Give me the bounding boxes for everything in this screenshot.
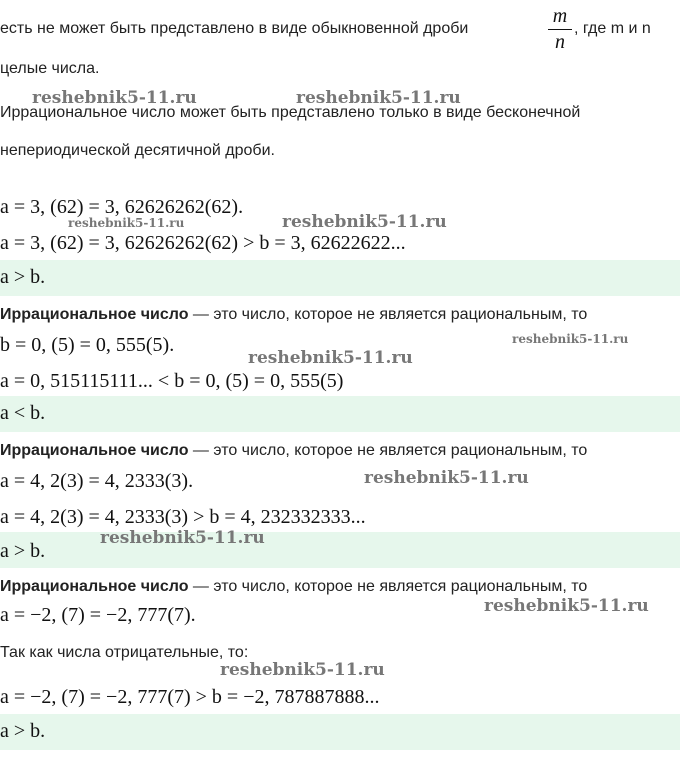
fraction-denominator: n (555, 31, 565, 53)
intro-line-1-tail (574, 20, 651, 38)
section-2-def-rest: — это число, которое не является рациональным, то (188, 306, 588, 323)
section-4-def-bold: Иррациональное число (0, 578, 189, 595)
section-2-result-highlight (0, 396, 680, 432)
fraction-m-over-n (548, 6, 572, 52)
section-2-result: a < b. (0, 402, 46, 424)
watermark: reshebnik5-11.ru (68, 216, 185, 230)
watermark: reshebnik5-11.ru (248, 348, 413, 368)
watermark: reshebnik5-11.ru (364, 468, 529, 488)
section-2-def-bold: Иррациональное число (0, 306, 189, 323)
watermark: reshebnik5-11.ru (220, 660, 385, 680)
section-4-eq2: a = −2, (7) = −2, 777(7) > b = −2, 787887888... (0, 686, 380, 708)
section-4-def-rest: — это число, которое не является рациональным, то (188, 578, 588, 595)
section-2-eq1: b = 0, (5) = 0, 555(5). (0, 334, 175, 356)
watermark: reshebnik5-11.ru (282, 212, 447, 232)
section-4-note: Так как числа отрицательные, то: (0, 644, 249, 661)
intro-line-1-tail-text: , где m и n (574, 20, 651, 37)
watermark: reshebnik5-11.ru (484, 596, 649, 616)
section-3-result: a > b. (0, 540, 46, 562)
intro-line-1 (0, 20, 468, 38)
section-3-def-bold: Иррациональное число (0, 442, 189, 459)
section-4-result-highlight (0, 714, 680, 750)
section-1-result: a > b. (0, 266, 46, 288)
watermark: reshebnik5-11.ru (512, 332, 629, 346)
section-1-eq2: a = 3, (62) = 3, 62626262(62) > b = 3, 62622622... (0, 232, 406, 254)
section-3-definition (0, 442, 587, 460)
intro-line-3: Иррациональное число может быть представлено только в виде бесконечной (0, 104, 581, 121)
cropped-top-line (0, 0, 680, 4)
section-3-def-rest: — это число, которое не является рациональным, то (188, 442, 588, 459)
section-1-eq1: a = 3, (62) = 3, 62626262(62). (0, 196, 244, 218)
section-3-eq1: a = 4, 2(3) = 4, 2333(3). (0, 470, 194, 492)
fraction-numerator: m (552, 5, 568, 27)
section-1-result-highlight (0, 260, 680, 296)
intro-line-4: непериодической десятичной дроби. (0, 142, 275, 159)
section-4-result: a > b. (0, 720, 46, 742)
section-4-eq1: a = −2, (7) = −2, 777(7). (0, 604, 196, 626)
watermark: reshebnik5-11.ru (100, 528, 265, 548)
section-4-definition (0, 578, 587, 596)
watermark: reshebnik5-11.ru (296, 88, 461, 108)
watermark: reshebnik5-11.ru (32, 88, 197, 108)
section-2-eq2: a = 0, 515115111... < b = 0, (5) = 0, 555(5) (0, 370, 344, 392)
fraction-bar (548, 29, 572, 30)
section-3-eq2: a = 4, 2(3) = 4, 2333(3) > b = 4, 232332333... (0, 506, 366, 528)
intro-line-1-text: есть не может быть представлено в виде обыкновенной дроби (0, 20, 469, 37)
intro-line-2: целые числа. (0, 60, 100, 77)
section-2-definition (0, 306, 587, 324)
